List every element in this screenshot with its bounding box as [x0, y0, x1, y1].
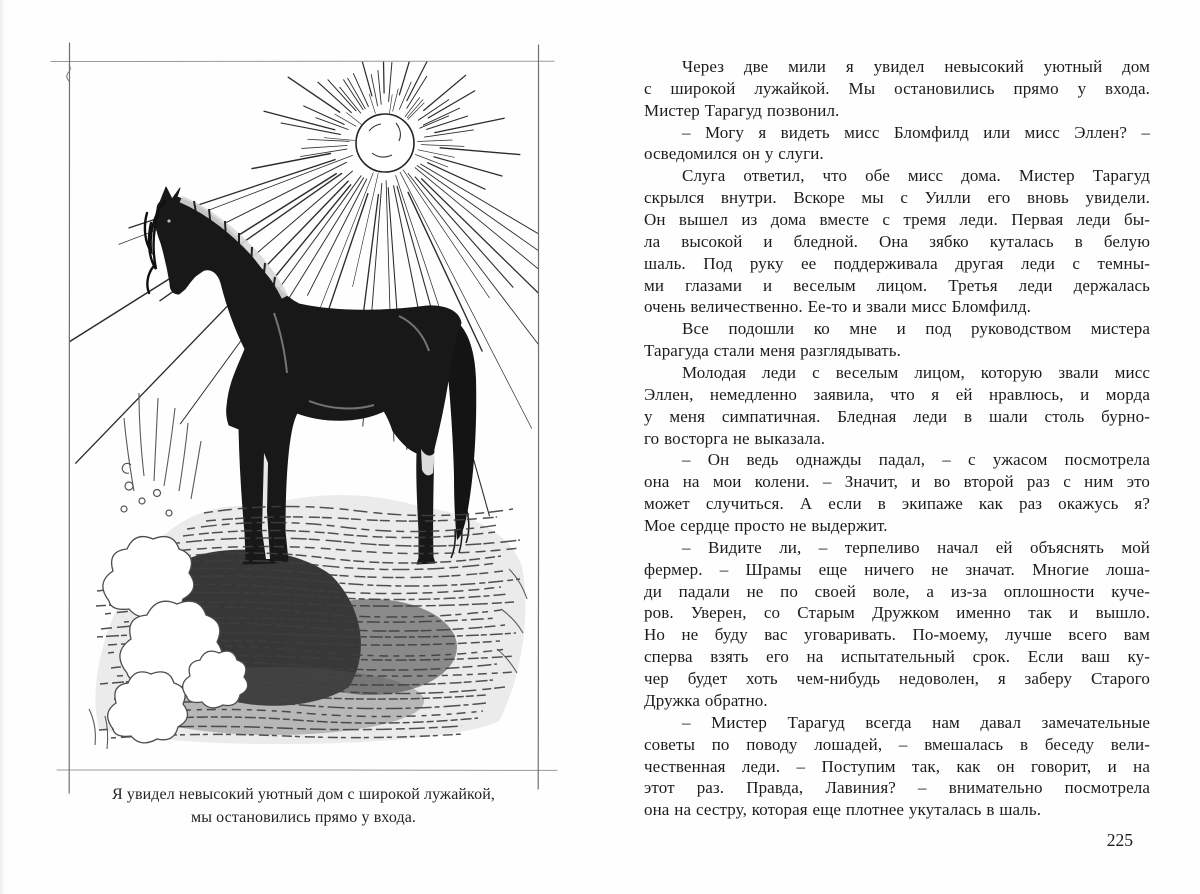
text-line: у меня симпатичная. Бледная леди в шали столь бурно-: [644, 406, 1150, 426]
text-line: – Могу я видеть мисс Бломфилд или мисс Эллен? –: [682, 122, 1150, 142]
text-line: Мистер Тарагуд позвонил.: [644, 100, 840, 120]
text-line: Все подошли ко мне и под руководством мистера: [682, 319, 1150, 339]
text-line: с широкой лужайкой. Мы остановились прямо у входа.: [644, 78, 1150, 98]
text-line: Через две мили я увидел невысокий уютный дом: [682, 57, 1150, 76]
body-text: [644, 56, 1150, 821]
text-line: советы по поводу лошадей, – вмешалась в беседу вели-: [644, 734, 1150, 754]
text-line: очень величественно. Ее-то и звали мисс Бломфилд.: [644, 297, 1031, 317]
caption-line-2: мы остановились прямо у входа.: [190, 809, 417, 826]
caption-line-1: Я увидел невысокий уютный дом с широкой лужайкой,: [112, 786, 495, 803]
text-line: – Видите ли, – терпеливо начал ей объяснять мой: [682, 537, 1150, 557]
text-line: чественная леди. – Поступим так, как он говорит, и на: [644, 756, 1150, 776]
text-line: может случиться. А если в экипаже как раз окажусь я?: [644, 494, 1150, 514]
text-line: Он вышел из дома вместе с тремя леди. Первая леди бы-: [644, 210, 1150, 230]
text-line: она на мои колени. – Значит, и во второй раз с ним это: [644, 472, 1150, 492]
page-number: 225: [1106, 830, 1133, 850]
text-line: сперва взять его на испытательный срок. Если ваш ку-: [644, 647, 1150, 667]
text-line: Слуга ответил, что обе мисс дома. Мистер Тарагуд: [682, 166, 1150, 186]
text-line: Мое сердце просто не выдержит.: [644, 516, 888, 536]
illustration-caption: [69, 783, 538, 829]
text-line: ров. Уверен, со Старым Дружком именно так и вышло.: [644, 603, 1150, 623]
text-line: шаль. Под руку ее поддерживала другая леди с темны-: [644, 253, 1150, 273]
text-line: го восторга не выказала.: [644, 428, 826, 448]
text-line: фермер. – Шрамы еще ничего не значат. Многие лоша-: [644, 559, 1150, 579]
text-line: чер будет хоть чем-нибудь недоволен, я заберу Старого: [644, 669, 1150, 689]
text-line: ди падали не по своей воле, а из-за оплошности куче-: [644, 581, 1150, 601]
text-line: Но не буду вас уговаривать. По-моему, лучше всего вам: [644, 625, 1150, 645]
text-line: она на сестру, которая еще плотнее укуталась в шаль.: [644, 800, 1042, 820]
text-line: ла высокой и бледной. Она зябко куталась в белую: [644, 231, 1150, 251]
text-line: ми глазами и веселым лицом. Третья леди держалась: [644, 275, 1150, 295]
text-line: – Он ведь однажды падал, – с ужасом посмотрела: [682, 450, 1150, 470]
text-line: скрылся внутри. Вскоре мы с Уилли его вновь увидели.: [644, 188, 1150, 208]
text-line: Молодая леди с веселым лицом, которую звали мисс: [682, 363, 1150, 383]
illustration-frame: [49, 37, 561, 813]
text-line: осведомился он у слуги.: [644, 144, 824, 164]
text-line: – Мистер Тарагуд всегда нам давал замечательные: [682, 712, 1150, 732]
text-line: Эллен, немедленно заявила, что я ей нравлюсь, и морда: [644, 384, 1150, 404]
scan-edge-shadow: [0, 0, 5, 894]
text-line: этот раз. Правда, Лавиния? – внимательно посмотрела: [644, 778, 1150, 798]
text-line: Тарагуда стали меня разглядывать.: [644, 341, 901, 361]
text-line: Дружка обратно.: [644, 690, 768, 710]
